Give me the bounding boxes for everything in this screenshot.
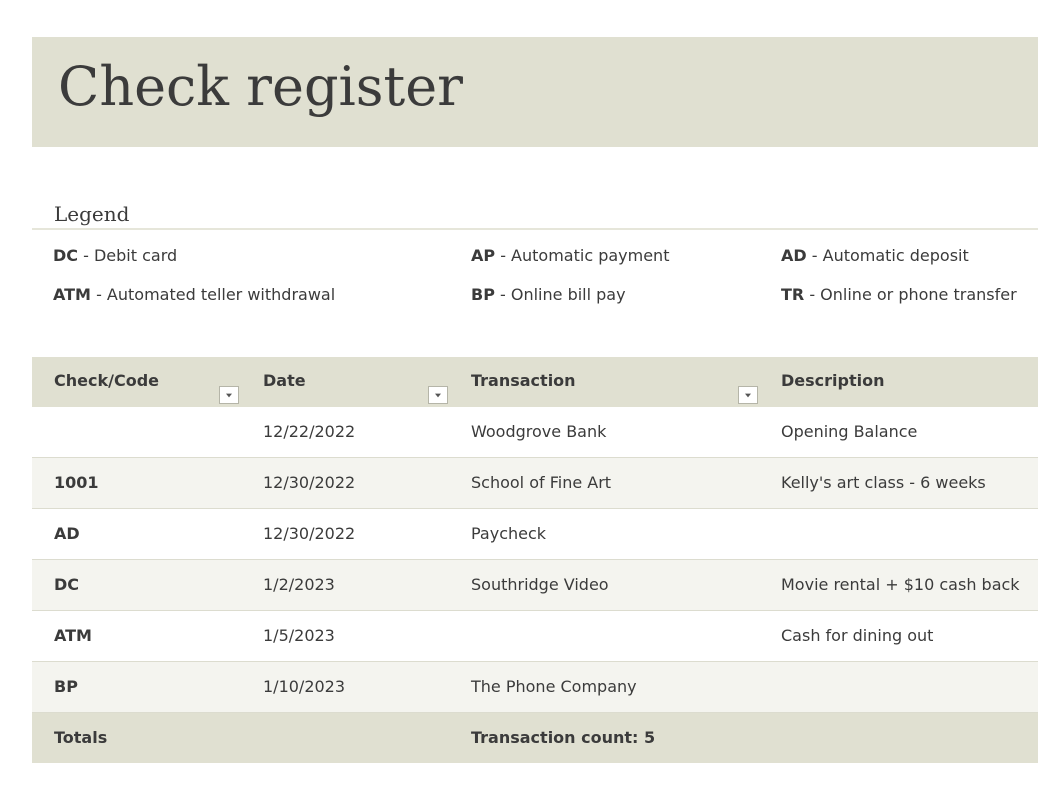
check-register-table (32, 357, 1038, 763)
cell-date[interactable]: 12/30/2022 (263, 524, 356, 543)
column-header-check-code[interactable]: Check/Code (54, 371, 159, 390)
cell-description[interactable]: Movie rental + $10 cash back (781, 575, 1020, 594)
legend-divider (32, 228, 1038, 230)
legend-code: ATM (53, 285, 91, 304)
cell-description[interactable]: Opening Balance (781, 422, 918, 441)
cell-date[interactable]: 1/2/2023 (263, 575, 335, 594)
filter-dropdown-date[interactable] (428, 386, 448, 404)
legend-item-bp (471, 285, 626, 305)
legend-item-ap (471, 246, 669, 266)
cell-transaction[interactable]: School of Fine Art (471, 473, 612, 492)
legend-code: BP (471, 285, 495, 304)
cell-check-code[interactable]: AD (54, 524, 80, 543)
legend-text: - Debit card (78, 246, 178, 265)
legend-text: - Automatic payment (495, 246, 670, 265)
column-header-date[interactable]: Date (263, 371, 306, 390)
legend-text: - Online or phone transfer (804, 285, 1017, 304)
legend-heading: Legend (54, 202, 130, 226)
legend-item-tr (781, 285, 1017, 305)
filter-dropdown-check-code[interactable] (219, 386, 239, 404)
totals-row[interactable] (32, 713, 1038, 763)
table-row[interactable] (32, 509, 1038, 560)
legend-item-dc (53, 246, 177, 266)
cell-transaction[interactable]: Southridge Video (471, 575, 609, 594)
title-banner (32, 37, 1038, 147)
legend-code: AD (781, 246, 807, 265)
cell-check-code[interactable]: ATM (54, 626, 92, 645)
cell-check-code[interactable]: DC (54, 575, 80, 594)
cell-transaction[interactable]: Woodgrove Bank (471, 422, 607, 441)
legend-code: DC (53, 246, 79, 265)
table-row[interactable] (32, 407, 1038, 458)
table-row[interactable] (32, 662, 1038, 713)
filter-dropdown-transaction[interactable] (738, 386, 758, 404)
cell-check-code[interactable]: BP (54, 677, 78, 696)
legend-code: AP (471, 246, 496, 265)
cell-check-code[interactable]: 1001 (54, 473, 99, 492)
table-row[interactable] (32, 560, 1038, 611)
cell-date[interactable]: 1/10/2023 (263, 677, 346, 696)
transaction-count[interactable]: Transaction count: 5 (471, 728, 656, 747)
table-row[interactable] (32, 611, 1038, 662)
column-header-description[interactable]: Description (781, 371, 885, 390)
cell-date[interactable]: 12/22/2022 (263, 422, 356, 441)
legend-item-atm (53, 285, 335, 305)
cell-date[interactable]: 12/30/2022 (263, 473, 356, 492)
cell-description[interactable]: Cash for dining out (781, 626, 934, 645)
cell-transaction[interactable]: Paycheck (471, 524, 547, 543)
legend-text: - Automatic deposit (806, 246, 969, 265)
table-header-row (32, 357, 1038, 407)
totals-label[interactable]: Totals (54, 728, 108, 747)
cell-date[interactable]: 1/5/2023 (263, 626, 335, 645)
legend-text: - Automated teller withdrawal (90, 285, 336, 304)
page-title: Check register (58, 55, 463, 118)
legend-code: TR (781, 285, 805, 304)
legend-text: - Online bill pay (494, 285, 626, 304)
table-row[interactable] (32, 458, 1038, 509)
cell-transaction[interactable]: The Phone Company (471, 677, 637, 696)
cell-description[interactable]: Kelly's art class - 6 weeks (781, 473, 986, 492)
legend-item-ad (781, 246, 969, 266)
dropdown-arrow-icon (745, 393, 751, 398)
dropdown-arrow-icon (435, 393, 441, 398)
dropdown-arrow-icon (226, 393, 232, 398)
column-header-transaction[interactable]: Transaction (471, 371, 576, 390)
